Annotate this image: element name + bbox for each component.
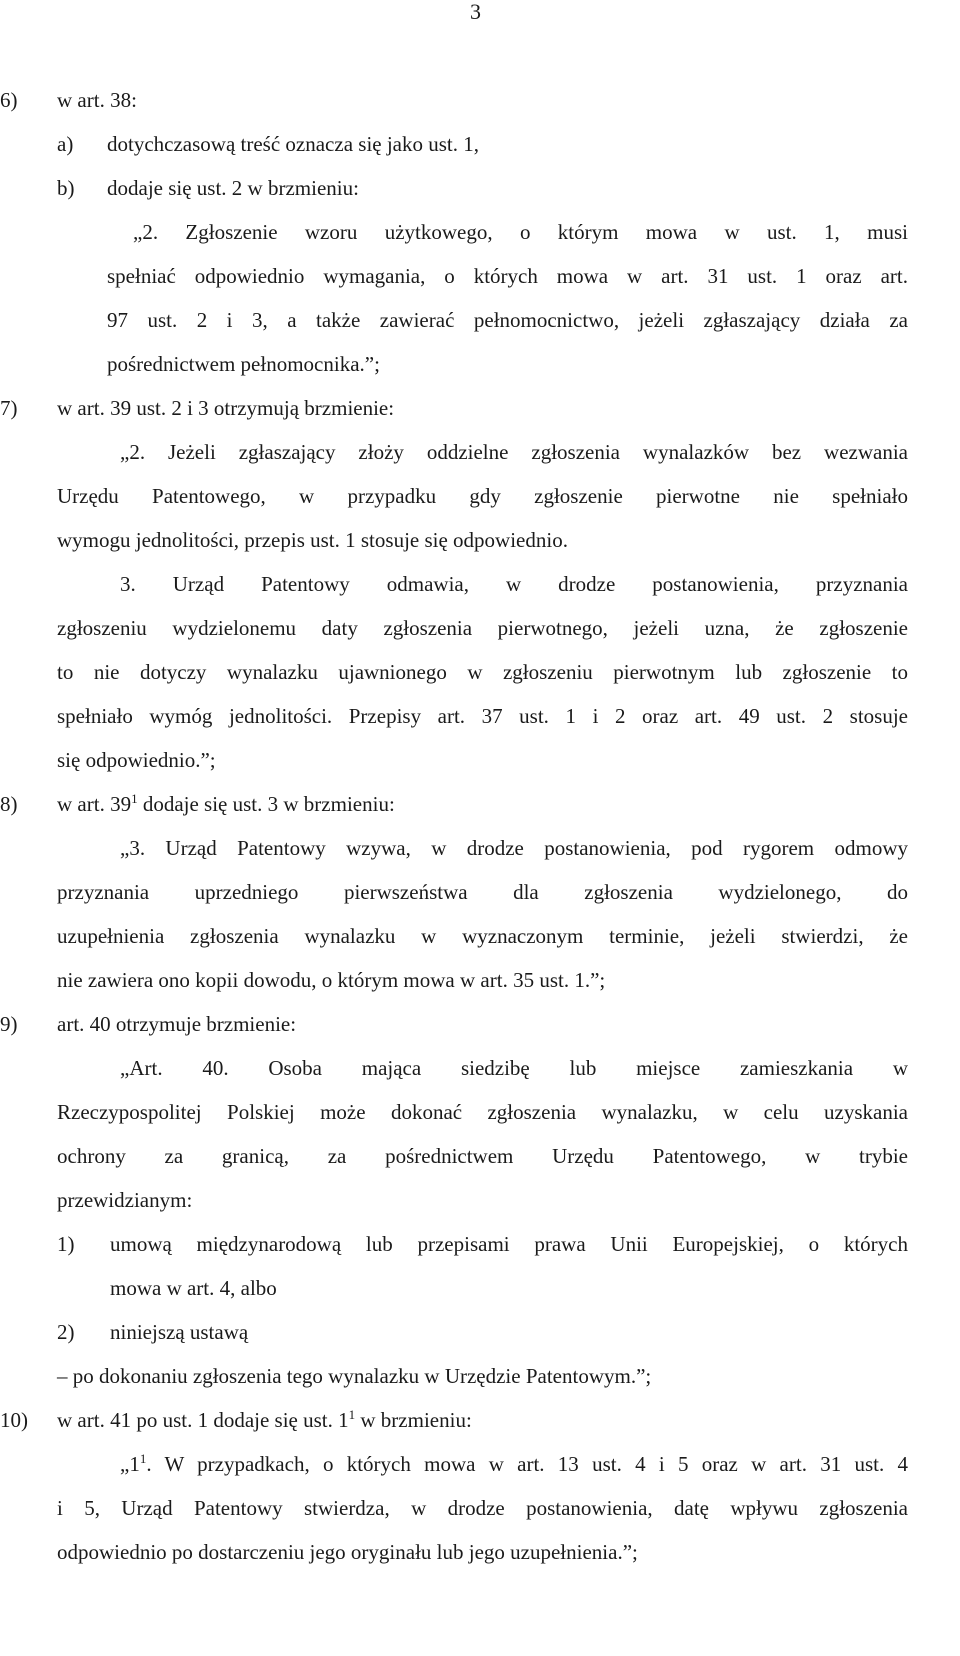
sub-item-number: 1) <box>57 1232 75 1256</box>
text-fragment: w art. 41 po ust. 1 dodaje się ust. 1 <box>57 1408 349 1432</box>
text-line: umową międzynarodową lub przepisami prawa Unii Europejskiej, o których <box>110 1232 908 1256</box>
text-line: dodaje się ust. 2 w brzmieniu: <box>107 176 359 200</box>
text-line: art. 40 otrzymuje brzmienie: <box>57 1012 297 1036</box>
text-line: „2. Zgłoszenie wzoru użytkowego, o którym mowa w ust. 1, musi <box>133 220 908 244</box>
text-line: w art. 39 ust. 2 i 3 otrzymują brzmienie: <box>57 396 395 420</box>
sub-item-number: 2) <box>57 1320 75 1344</box>
text-line: przewidzianym: <box>57 1188 193 1212</box>
text-line: odpowiednio po dostarczeniu jego oryginału lub jego uzupełnienia.”; <box>57 1540 638 1564</box>
item-number: 9) <box>0 1012 18 1036</box>
superscript: 1 <box>139 1451 147 1466</box>
text-line: „3. Urząd Patentowy wzywa, w drodze postanowienia, pod rygorem odmowy <box>120 836 908 860</box>
text-line: Rzeczypospolitej Polskiej może dokonać zgłoszenia wynalazku, w celu uzyskania <box>57 1100 908 1124</box>
text-line <box>57 790 395 818</box>
text-line: w art. 38: <box>57 88 137 112</box>
text-line: niniejszą ustawą <box>110 1320 249 1344</box>
text-line: ochrony za granicą, za pośrednictwem Urzędu Patentowego, w trybie <box>57 1144 908 1168</box>
text-line: się odpowiednio.”; <box>57 748 216 772</box>
text-line: przyznania uprzedniego pierwszeństwa dla zgłoszenia wydzielonego, do <box>57 880 908 904</box>
item-number: 10) <box>0 1408 28 1432</box>
text-line: uzupełnienia zgłoszenia wynalazku w wyznaczonym terminie, jeżeli stwierdzi, że <box>57 924 908 948</box>
text-line <box>120 1450 908 1478</box>
item-number: 6) <box>0 88 18 112</box>
text-fragment: w art. 39 <box>57 792 132 816</box>
superscript: 1 <box>131 791 138 806</box>
text-line: spełniało wymóg jednolitości. Przepisy art. 37 ust. 1 i 2 oraz art. 49 ust. 2 stosuje <box>57 704 908 728</box>
text-line: to nie dotyczy wynalazku ujawnionego w zgłoszeniu pierwotnym lub zgłoszenie to <box>57 660 908 684</box>
text-line: Urzędu Patentowego, w przypadku gdy zgłoszenie pierwotne nie spełniało <box>57 484 908 508</box>
text-line <box>57 1406 472 1434</box>
page-number: 3 <box>470 0 481 24</box>
item-number: 7) <box>0 396 18 420</box>
text-fragment: w brzmieniu: <box>355 1408 472 1432</box>
text-fragment: . W przypadkach, o których mowa w art. 13 ust. 4 i 5 oraz w art. 31 ust. 4 <box>146 1452 908 1476</box>
item-number: 8) <box>0 792 18 816</box>
text-line: spełniać odpowiednio wymagania, o których mowa w art. 31 ust. 1 oraz art. <box>107 264 908 288</box>
text-line: 3. Urząd Patentowy odmawia, w drodze postanowienia, przyznania <box>120 572 908 596</box>
text-line: zgłoszeniu wydzielonemu daty zgłoszenia pierwotnego, jeżeli uzna, że zgłoszenie <box>57 616 908 640</box>
text-line: „Art. 40. Osoba mająca siedzibę lub miejsce zamieszkania w <box>120 1056 908 1080</box>
text-line: dotychczasową treść oznacza się jako ust. 1, <box>107 132 480 156</box>
superscript: 1 <box>348 1407 356 1422</box>
text-line: i 5, Urząd Patentowy stwierdza, w drodze postanowienia, datę wpływu zgłoszenia <box>57 1496 908 1520</box>
text-line: 97 ust. 2 i 3, a także zawierać pełnomocnictwo, jeżeli zgłaszający działa za <box>107 308 908 332</box>
text-line: nie zawiera ono kopii dowodu, o którym mowa w art. 35 ust. 1.”; <box>57 968 606 992</box>
text-line: pośrednictwem pełnomocnika.”; <box>107 352 380 376</box>
text-line: – po dokonaniu zgłoszenia tego wynalazku w Urzędzie Patentowym.”; <box>57 1364 652 1388</box>
text-fragment: dodaje się ust. 3 w brzmieniu: <box>137 792 395 816</box>
text-line: wymogu jednolitości, przepis ust. 1 stosuje się odpowiednio. <box>57 528 568 552</box>
sub-item-letter: a) <box>57 132 74 156</box>
text-line: mowa w art. 4, albo <box>110 1276 277 1300</box>
text-fragment: „1 <box>120 1452 140 1476</box>
text-line: „2. Jeżeli zgłaszający złoży oddzielne zgłoszenia wynalazków bez wezwania <box>120 440 908 464</box>
sub-item-letter: b) <box>57 176 75 200</box>
